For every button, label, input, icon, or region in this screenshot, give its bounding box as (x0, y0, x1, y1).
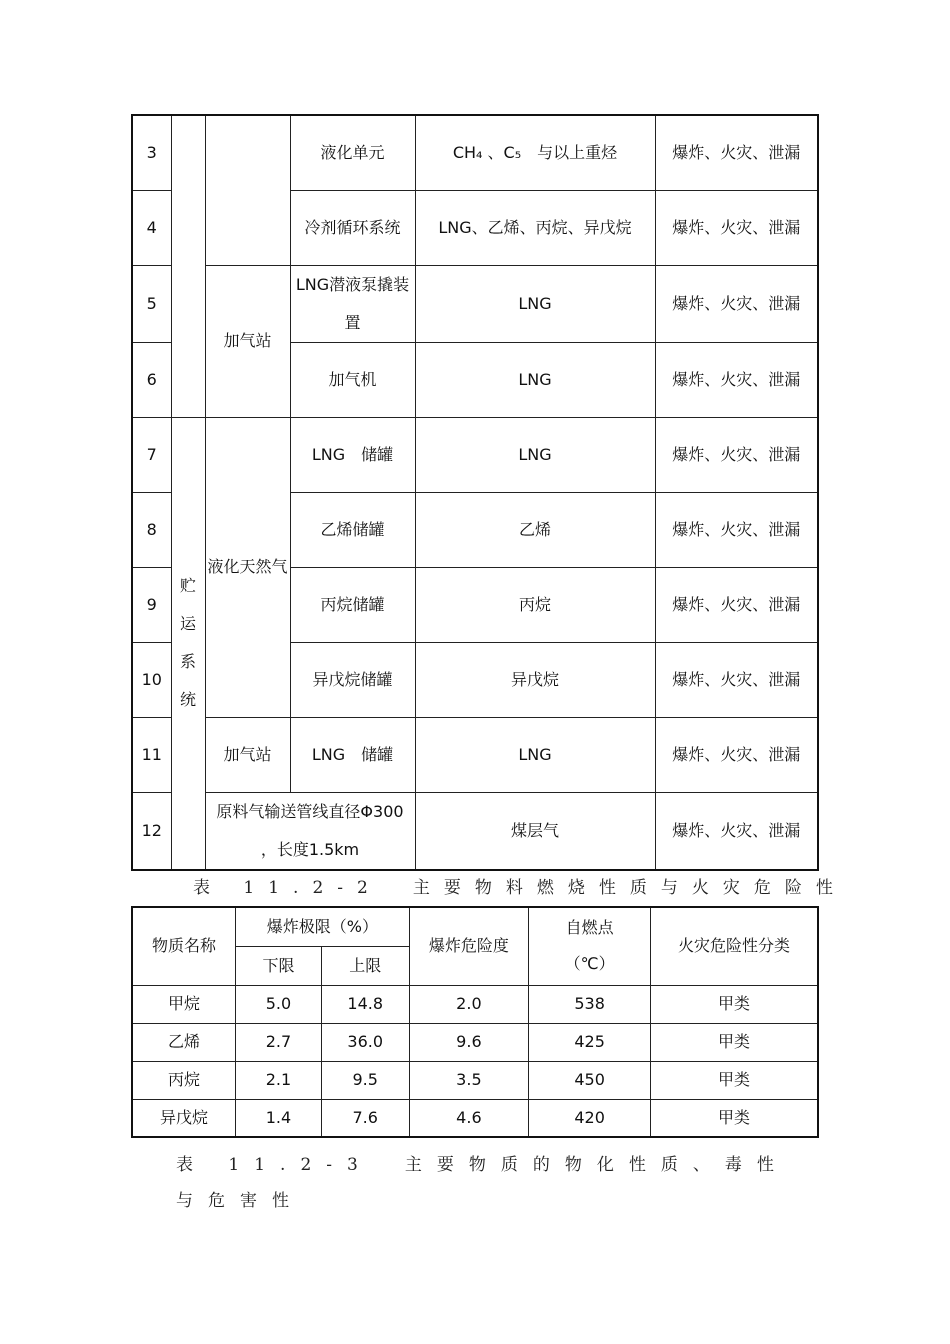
material: CH₄ 、C₅ 与以上重烃 (415, 115, 655, 190)
unit-name: 异戊烷储罐 (290, 642, 415, 717)
row-number: 9 (132, 567, 171, 642)
system-cell-empty (171, 115, 205, 417)
material: 乙烯 (415, 492, 655, 567)
substance-name: 丙烷 (132, 1061, 236, 1099)
row-number: 8 (132, 492, 171, 567)
row-number: 11 (132, 717, 171, 792)
material: LNG (415, 417, 655, 492)
autoignition-point: 425 (529, 1023, 651, 1061)
table-row (132, 1023, 818, 1061)
header-danger: 爆炸危险度 (409, 907, 529, 985)
row-number: 7 (132, 417, 171, 492)
substance-name: 乙烯 (132, 1023, 236, 1061)
row-number: 12 (132, 792, 171, 870)
lower-limit: 1.4 (236, 1099, 322, 1137)
fire-class: 甲类 (651, 1061, 818, 1099)
danger-degree: 3.5 (409, 1061, 529, 1099)
group-station-a: 加气站 (205, 265, 290, 417)
hazard: 爆炸、火灾、泄漏 (655, 115, 818, 190)
row-number: 4 (132, 190, 171, 265)
unit-name: 冷剂循环系统 (290, 190, 415, 265)
unit-name: 丙烷储罐 (290, 567, 415, 642)
material: 丙烷 (415, 567, 655, 642)
danger-degree: 2.0 (409, 985, 529, 1023)
hazard: 爆炸、火灾、泄漏 (655, 567, 818, 642)
header-lower: 下限 (236, 946, 322, 985)
lower-limit: 2.7 (236, 1023, 322, 1061)
table-row (132, 792, 818, 870)
group-station-b: 加气站 (205, 717, 290, 792)
header-autoignition: 自燃点（℃） (529, 907, 651, 985)
header-limit: 爆炸极限（%） (236, 907, 410, 946)
table-caption-2: 表 11.2-2 主要物料燃烧性质与火灾危险性 (193, 878, 847, 898)
fire-class: 甲类 (651, 1099, 818, 1137)
table-row (132, 985, 818, 1023)
unit-name: LNG 储罐 (290, 417, 415, 492)
header-fire-class: 火灾危险性分类 (651, 907, 818, 985)
row-number: 6 (132, 342, 171, 417)
autoignition-point: 420 (529, 1099, 651, 1137)
hazard: 爆炸、火灾、泄漏 (655, 642, 818, 717)
table-row (132, 1061, 818, 1099)
upper-limit: 14.8 (321, 985, 409, 1023)
material: LNG (415, 717, 655, 792)
material: 异戊烷 (415, 642, 655, 717)
hazard: 爆炸、火灾、泄漏 (655, 792, 818, 870)
upper-limit: 7.6 (321, 1099, 409, 1137)
danger-degree: 9.6 (409, 1023, 529, 1061)
hazard-units-table (131, 114, 819, 871)
unit-name: LNG潜液泵撬装置 (290, 265, 415, 342)
group-system: 贮运系统 (171, 417, 205, 870)
hazard: 爆炸、火灾、泄漏 (655, 417, 818, 492)
substance-name: 甲烷 (132, 985, 236, 1023)
lower-limit: 2.1 (236, 1061, 322, 1099)
group-lng: 液化天然气 (205, 417, 290, 717)
hazard: 爆炸、火灾、泄漏 (655, 190, 818, 265)
hazard: 爆炸、火灾、泄漏 (655, 492, 818, 567)
unit-name: 乙烯储罐 (290, 492, 415, 567)
substance-name: 异戊烷 (132, 1099, 236, 1137)
fire-class: 甲类 (651, 1023, 818, 1061)
header-row (132, 907, 818, 946)
unit-name: 加气机 (290, 342, 415, 417)
header-name: 物质名称 (132, 907, 236, 985)
lower-limit: 5.0 (236, 985, 322, 1023)
autoignition-point: 450 (529, 1061, 651, 1099)
table-caption-3: 表 11.2-3 主要物质的物化性质、毒性与危害性 (176, 1155, 789, 1211)
material: LNG (415, 265, 655, 342)
combustion-properties-table (131, 906, 819, 1138)
autoignition-point: 538 (529, 985, 651, 1023)
table-row (132, 417, 818, 492)
material: 煤层气 (415, 792, 655, 870)
table-row (132, 1099, 818, 1137)
row-number: 10 (132, 642, 171, 717)
upper-limit: 9.5 (321, 1061, 409, 1099)
upper-limit: 36.0 (321, 1023, 409, 1061)
row-number: 5 (132, 265, 171, 342)
material: LNG (415, 342, 655, 417)
group-cell-empty (205, 115, 290, 265)
danger-degree: 4.6 (409, 1099, 529, 1137)
table-row (132, 265, 818, 342)
header-upper: 上限 (321, 946, 409, 985)
table-row (132, 115, 818, 190)
fire-class: 甲类 (651, 985, 818, 1023)
unit-name: 液化单元 (290, 115, 415, 190)
material: LNG、乙烯、丙烷、异戊烷 (415, 190, 655, 265)
unit-name: 原料气输送管线直径Φ300 ，长度1.5km (205, 792, 415, 870)
unit-name: LNG 储罐 (290, 717, 415, 792)
row-number: 3 (132, 115, 171, 190)
table-row (132, 717, 818, 792)
hazard: 爆炸、火灾、泄漏 (655, 717, 818, 792)
hazard: 爆炸、火灾、泄漏 (655, 342, 818, 417)
hazard: 爆炸、火灾、泄漏 (655, 265, 818, 342)
